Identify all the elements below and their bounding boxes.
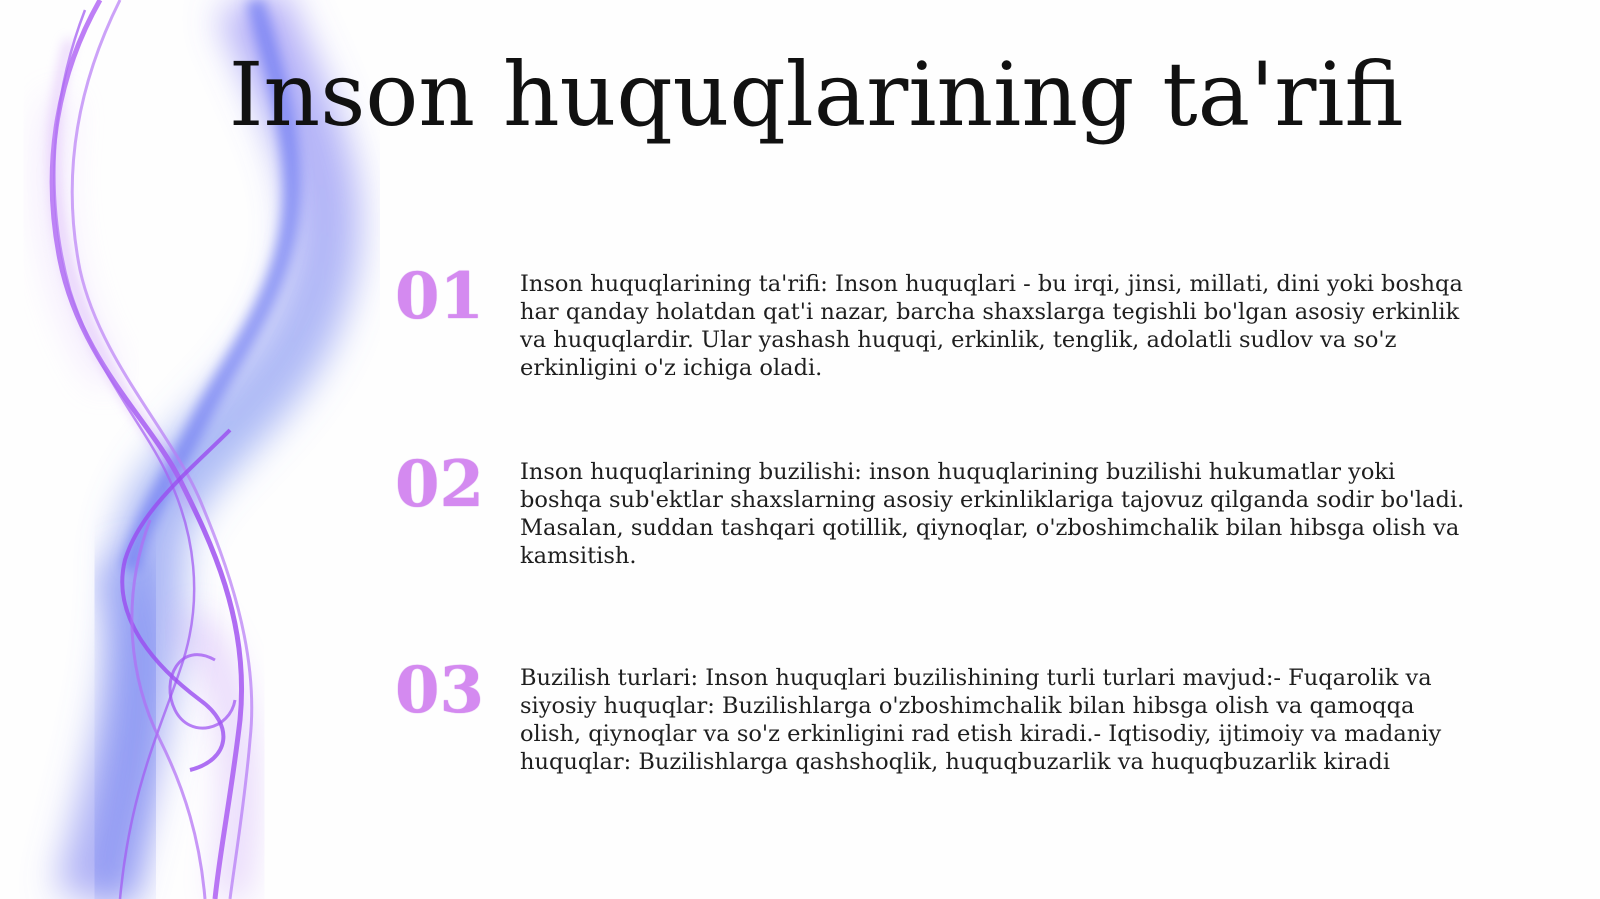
item-number: 02 (395, 447, 485, 522)
slide-title: Inson huquqlarining ta'rifi (228, 43, 1404, 146)
item-number: 01 (395, 259, 485, 334)
item-text: Inson huquqlarining ta'rifi: Inson huquqlari - bu irqi, jinsi, millati, dini yoki boshqa har qanday holatdan qat'i nazar, barcha shaxslarga tegishli bo'lgan asosiy erkinlik va huquqlardir. Ular yashash huquqi, erkinlik, tenglik, adolatli sudlov va so'z erkinligini o'z ichiga oladi. (520, 271, 1463, 381)
item-text: Buzilish turlari: Inson huquqlari buzilishining turli turlari mavjud:- Fuqarolik va siyosiy huquqlar: Buzilishlarga o'zboshimchalik bilan hibsga olish va qamoqqa olish, qiynoqlar va so'z erkinligini rad etish kiradi.- Iqtisodiy, ijtimoiy va madaniy huquqlar: Buzilishlarga qashshoqlik, huquqbuzarlik va huquqbuzarlik kiradi (520, 665, 1442, 775)
item-number: 03 (395, 653, 485, 728)
item-text: Inson huquqlarining buzilishi: inson huquqlarining buzilishi hukumatlar yoki boshqa sub'ektlar shaxslarning asosiy erkinliklariga tajovuz qilganda sodir bo'ladi. Masalan, suddan tashqari qotillik, qiynoqlar, o'zboshimchalik bilan hibsga olish va kamsitish. (520, 459, 1465, 569)
